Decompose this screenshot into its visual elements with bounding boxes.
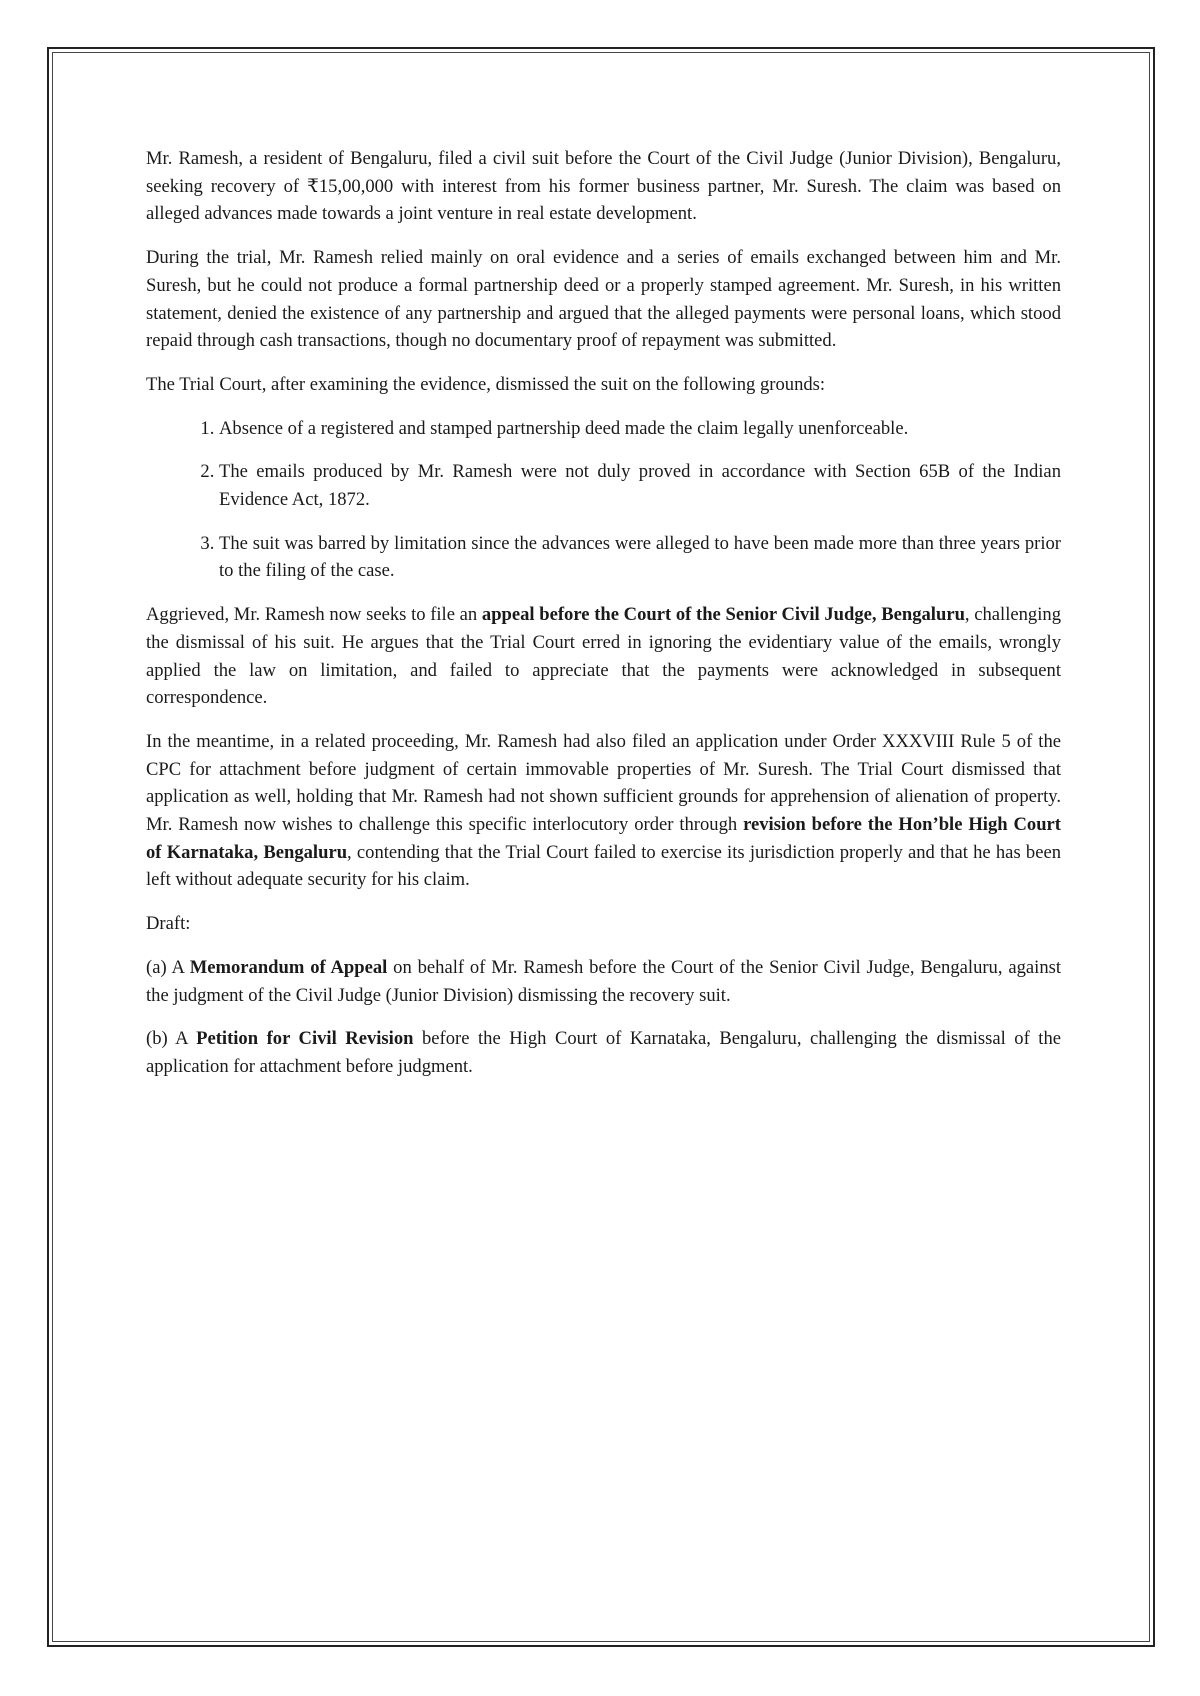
paragraph-draft-a: [146, 954, 1061, 1009]
text-span: (a) A: [146, 956, 190, 978]
paragraph-draft-b: [146, 1025, 1061, 1080]
paragraph-trial: During the trial, Mr. Ramesh relied mainly on oral evidence and a series of emails exchanged between him and Mr. Suresh, but he could not produce a formal partnership deed or a properly stamped agreement. Mr. Suresh, in his written statement, denied the existence of any partnership and argued that the alleged payments were personal loans, which stood repaid through cash transactions, though no documentary proof of repayment was submitted.: [146, 247, 1061, 352]
text-span: (b) A: [146, 1028, 197, 1050]
bold-span: appeal before the Court of the Senior Civil Judge, Bengaluru: [481, 604, 965, 626]
list-item: 2. The emails produced by Mr. Ramesh were not duly proved in accordance with Section 65B of the Indian Evidence Act, 1872.: [219, 458, 1061, 513]
bold-span: Petition for Civil Revision: [196, 1028, 414, 1050]
text-span: In the meantime, in a related proceeding, Mr. Ramesh had also filed an application under Order XXXVIII Rule 5 of the CPC for attachment before judgment of certain immovable properties of Mr. Suresh. The Trial Court dismissed that application as well, holding that Mr. Ramesh had not shown sufficient grounds for apprehension of alienation of property. Mr. Ramesh now wishes to challenge this specific interlocutory order through: [146, 730, 1061, 836]
list-item: 1. Absence of a registered and stamped partnership deed made the claim legally unenforceable.: [219, 415, 1061, 443]
list-item: 3. The suit was barred by limitation since the advances were alleged to have been made more than three years prior to the filing of the case.: [219, 530, 1061, 585]
draft-label: Draft:: [146, 913, 191, 935]
text-span: , challenging the dismissal of his suit. He argues that the Trial Court erred in ignoring the evidentiary value of the emails, wrongly applied the law on limitation, and failed to appreciate that the payments were acknowledged in subsequent correspondence.: [146, 604, 1061, 709]
text-span: on behalf of Mr. Ramesh before the Court of the Senior Civil Judge, Bengaluru, against the judgment of the Civil Judge (Junior Division) dismissing the recovery suit.: [146, 956, 1062, 1006]
paragraph-appeal: [146, 601, 1061, 712]
text-span: Aggrieved, Mr. Ramesh now seeks to file an: [146, 604, 482, 626]
bold-span: Memorandum of Appeal: [189, 956, 388, 978]
paragraph-revision: [146, 728, 1061, 894]
document-body: [146, 145, 1061, 1097]
bold-span: revision before the Hon’ble High Court of Karnataka, Bengaluru: [146, 814, 1062, 863]
text-span: , contending that the Trial Court failed to exercise its jurisdiction properly and that he has been left without adequate security for his claim.: [146, 841, 1061, 891]
paragraph-grounds-intro: The Trial Court, after examining the evidence, dismissed the suit on the following grounds:: [146, 373, 826, 395]
grounds-list: [146, 415, 1061, 586]
paragraph-facts: Mr. Ramesh, a resident of Bengaluru, filed a civil suit before the Court of the Civil Judge (Junior Division), Bengaluru, seeking recovery of ₹15,00,000 with interest from his former business partner, Mr. Suresh. The claim was based on alleged advances made towards a joint venture in real estate development.: [146, 148, 1061, 225]
text-span: before the High Court of Karnataka, Bengaluru, challenging the dismissal of the application for attachment before judgment.: [146, 1028, 1061, 1077]
